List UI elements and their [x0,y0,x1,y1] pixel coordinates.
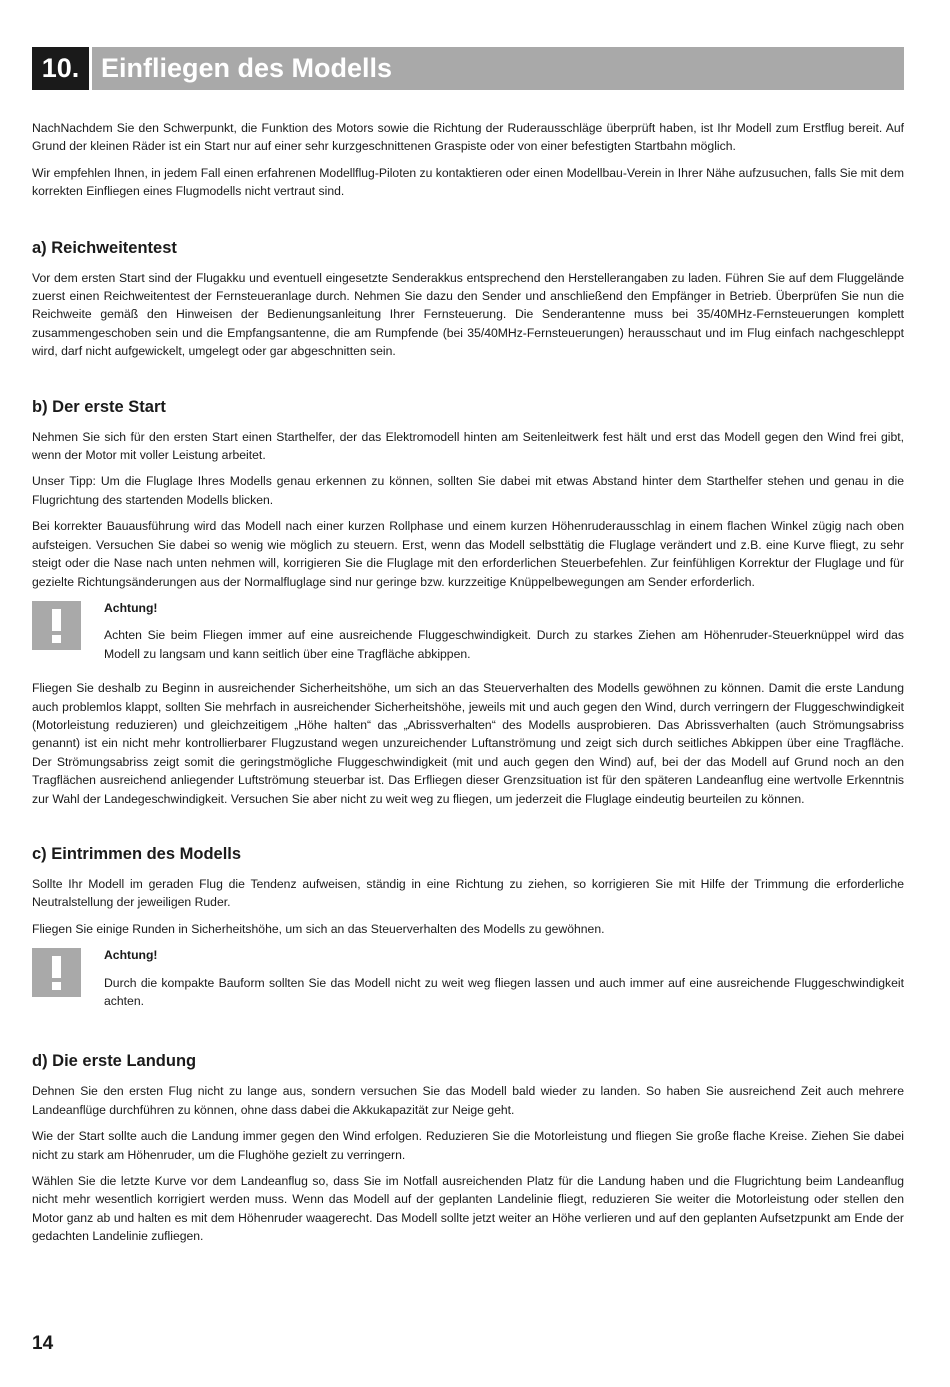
warning-note [32,946,904,1018]
section-heading-reichweitentest: a) Reichweitentest [32,238,177,257]
warning-text: Durch die kompakte Bauform sollten Sie das Modell nicht zu weit weg fliegen lassen und auch immer auf eine ausreichende Fluggeschwindigkeit achten. [104,975,904,1008]
intro-paragraph: Wir empfehlen Ihnen, in jedem Fall einen erfahrenen Modellflug-Piloten zu kontaktieren oder einen Modellbau-Verein in Ihrer Nähe aufzusuchen, falls Sie mit dem korrekten Einfliegen eines Flugmodells nicht vertraut sind. [32,165,904,199]
body-paragraph: Bei korrekter Bauausführung wird das Modell nach einer kurzen Rollphase und einem kurzen Höhenruderausschlag in einem flachen Winkel zügig nach oben aufsteigen. Versuchen Sie dabei so wenig wie möglich zu steuern. Erst, wenn das Modell selbsttätig die Fluglage verändert und z.B. eine Kurve fliegt, zu sehr steigt oder die Nase nach unten nehmen will, korrigieren Sie die Fluglage mit den erforderlichen Steuerbefehlen. Zur feinfühligen Korrektur der Fluglage und für gezielte Richtungsänderungen aus der Normalfluglage sind nur geringe bzw. kurzzeitige Knüppelbewegungen am Sender erforderlich. [32,519,904,589]
section-heading-eintrimmen: c) Eintrimmen des Modells [32,844,242,863]
body-paragraph: Fliegen Sie deshalb zu Beginn in ausreichender Sicherheitshöhe, um sich an das Steuerverhalten des Modells gewöhnen zu können. Damit die erste Landung auch problemlos klappt, sollten Sie mehrfach in ausreichender Sicherheitshöhe, jeweils mit und auch gegen den Wind, durch verringern der Fluggeschwindigkeit (Motorleistung reduzieren) und gleichzeitigem „Höhe halten“ das „Abrissverhalten“ des Modells ausprobieren. Das Abrissverhalten (auch Strömungsabriss genannt) ist ein nicht mehr kontrollierbarer Flugzustand wegen unzureichender Luftanströmung und zeigt sich durch seitliches Abkippen über eine Tragfläche. Der Strömungsabriss zeigt somit die geringstmögliche Fluggeschwindigkeit (mit und auch gegen den Wind) auf, bei der das Modell auf Grund noch an den Tragflächen ausreichend anliegender Luftströmung steuerbar ist. Das Erfliegen dieser Grenzsituation ist für den späteren Landeanflug eine wertvolle Erkenntnis zur Wahl der Landegeschwindigkeit. Versuchen Sie aber nicht zu weit weg zu fliegen, um jederzeit die Fluglage eindeutig beurteilen zu können. [32,681,904,806]
warning-text: Achten Sie beim Fliegen immer auf eine ausreichende Fluggeschwindigkeit. Durch zu starkes Ziehen am Höhenruder-Steuerknüppel wird das Modell zu langsam und kann seitlich über eine Tragfläche abkippen. [104,628,904,661]
exclamation-icon [32,948,81,997]
section-heading-erster-start: b) Der erste Start [32,397,166,416]
body-paragraph: Sollte Ihr Modell im geraden Flug die Tendenz aufweisen, ständig in eine Richtung zu ziehen, so korrigieren Sie mit Hilfe der Trimmung die erforderliche Neutralstellung der jeweiligen Ruder. [32,876,904,910]
page-number: 14 [32,1333,54,1354]
body-paragraph: Wie der Start sollte auch die Landung immer gegen den Wind erfolgen. Reduzieren Sie die Motorleistung und fliegen Sie große flache Kreise. Ziehen Sie dabei nicht zu stark am Höhenruder, um die Flughöhe gezielt zu verringern. [32,1129,904,1162]
body-paragraph: Dehnen Sie den ersten Flug nicht zu lange aus, sondern versuchen Sie das Modell bald wieder zu landen. So haben Sie ausreichend Zeit auch mehrere Landeanflüge durchführen zu können, ohne dass dabei die Akkukapazität zur Neige geht. [32,1084,904,1117]
section-heading-erste-landung: d) Die erste Landung [32,1052,197,1071]
intro-paragraph: NachNachdem Sie den Schwerpunkt, die Funktion des Motors sowie die Richtung der Ruderausschläge überprüft haben, ist Ihr Modell zum Erstflug bereit. Auf Grund der kleinen Räder ist ein Start nur auf einer sehr kurzgeschnittenen Graspiste oder von einer befestigten Startbahn möglich. [32,121,904,154]
body-paragraph: Nehmen Sie sich für den ersten Start einen Starthelfer, der das Elektromodell hinten am Seitenleitwerk fest hält und erst das Modell gegen den Wind frei gibt, wenn der Motor mit voller Leistung arbeitet. [32,429,904,463]
warning-note [32,599,904,671]
warning-heading: Achtung! [104,600,158,615]
exclamation-icon [32,601,81,650]
chapter-header [32,47,904,90]
warning-heading: Achtung! [104,948,158,963]
chapter-title: Einfliegen des Modells [92,47,904,90]
body-paragraph: Vor dem ersten Start sind der Flugakku und eventuell eingesetzte Senderakkus entsprechend den Herstellerangaben zu laden. Führen Sie auf dem Fluggelände zuerst einen Reichweitentest der Fernsteueranlage durch. Nehmen Sie dazu den Sender und anschließend den Empfänger in Betrieb. Überprüfen Sie nun die Reichweite gemäß den Hinweisen der Bedienungsanleitung Ihrer Fernsteuerung. Die Senderantenne muss bei 35/40MHz-Fernsteuerungen komplett zusammengeschoben sein und die Empfangsantenne, die am Rumpfende (bei 35/40MHz-Fernsteuerungen) herausschaut und im Flug einfach nachgeschleppt wird, darf nicht aufgewickelt, umgelegt oder gar abgeschnitten sein. [32,270,904,359]
body-paragraph: Unser Tipp: Um die Fluglage Ihres Modells genau erkennen zu können, sollten Sie dabei mit etwas Abstand hinter dem Starthelfer stehen und genau in die Flugrichtung des startenden Modells blicken. [32,474,904,507]
body-paragraph: Wählen Sie die letzte Kurve vor dem Landeanflug so, dass Sie im Notfall ausreichenden Platz für die Landung haben und die Flugrichtung beim Landeanflug nicht mehr wesentlich korrigiert werden muss. Wenn das Modell auf der geplanten Landelinie fliegt, reduzieren Sie weiter die Motorleistung oder stellen den Motor ganz ab und halten es mit dem Höhenruder waagerecht. Das Modell sollte jetzt weiter an Höhe verlieren und auf den geplanten Aufsetzpunkt am Ende der gedachten Landelinie zufliegen. [32,1174,904,1244]
body-paragraph: Fliegen Sie einige Runden in Sicherheitshöhe, um sich an das Steuerverhalten des Modells zu gewöhnen. [32,921,605,936]
chapter-number: 10. [32,47,89,90]
document-page [32,47,904,1254]
